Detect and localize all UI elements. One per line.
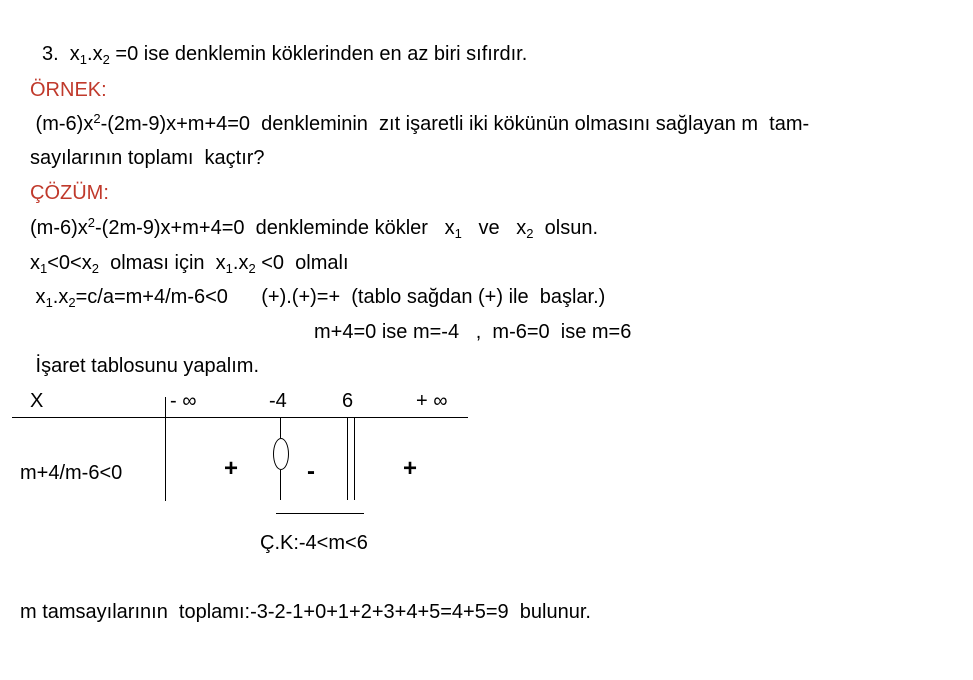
example-label: ÖRNEK:	[30, 79, 107, 101]
solution-set-underline	[276, 513, 364, 514]
sign-table-root-1-line-bottom	[280, 470, 281, 500]
sign-table-root-2-line-a	[347, 418, 348, 500]
sign-table-neg-inf: - ∞	[170, 390, 197, 412]
solution-line-1: $(m-6)x^2-(2m-9)x+m+4=0$ denkleminde kökler $x_1$ ve $x_2$ olsun.	[30, 215, 599, 241]
solution-line-4: m+4=0 ise m=-4 , m-6=0 ise m=6	[314, 321, 632, 343]
sign-table-expression: m+4/m-6<0	[20, 462, 123, 484]
sign-table-root-2: 6	[342, 390, 354, 412]
solution-set: Ç.K:-4<m<6	[260, 532, 368, 554]
sign-table-pos-inf: + ∞	[416, 390, 448, 412]
property-statement: 3. $x_1.x_2 =0$ ise denklemin köklerinden en az biri sıfırdır.	[42, 43, 528, 67]
question-line-1: $(m-6)x^2-(2m-9)x+m+4=0$ denkleminin zıt işaretli iki kökünün olmasını sağlayan m tam-	[30, 111, 810, 135]
sign-table-sign-3: +	[403, 455, 418, 482]
sign-table-sign-1: +	[224, 455, 239, 482]
final-answer: m tamsayılarının toplamı:-3-2-1+0+1+2+3+4+5=4+5=9 bulunur.	[20, 601, 591, 623]
sign-table-root-1: -4	[269, 390, 287, 412]
solution-line-2: $x_1<0<x_2$ olması için $x_1.x_2 <0$ olmalı	[30, 252, 349, 276]
question-line-2: sayılarının toplamı kaçtır?	[30, 147, 265, 169]
sign-table-left-divider	[165, 397, 166, 501]
sign-table-var-label: X	[30, 390, 44, 412]
sign-table-horizontal-line	[12, 417, 468, 418]
solution-line-3: $x_1.x_2=c/a=m+4/m-6<0$ (+).(+)=+ (tablo sağdan (+) ile başlar.)	[30, 286, 606, 310]
sign-table-root-2-line-b	[354, 418, 355, 500]
solution-label: ÇÖZÜM:	[30, 182, 109, 204]
sign-table-root-1-open-circle	[273, 438, 289, 470]
solution-line-5: İşaret tablosunu yapalım.	[30, 355, 260, 377]
sign-table-root-1-line-top	[280, 418, 281, 438]
sign-table-sign-2: -	[307, 458, 315, 485]
